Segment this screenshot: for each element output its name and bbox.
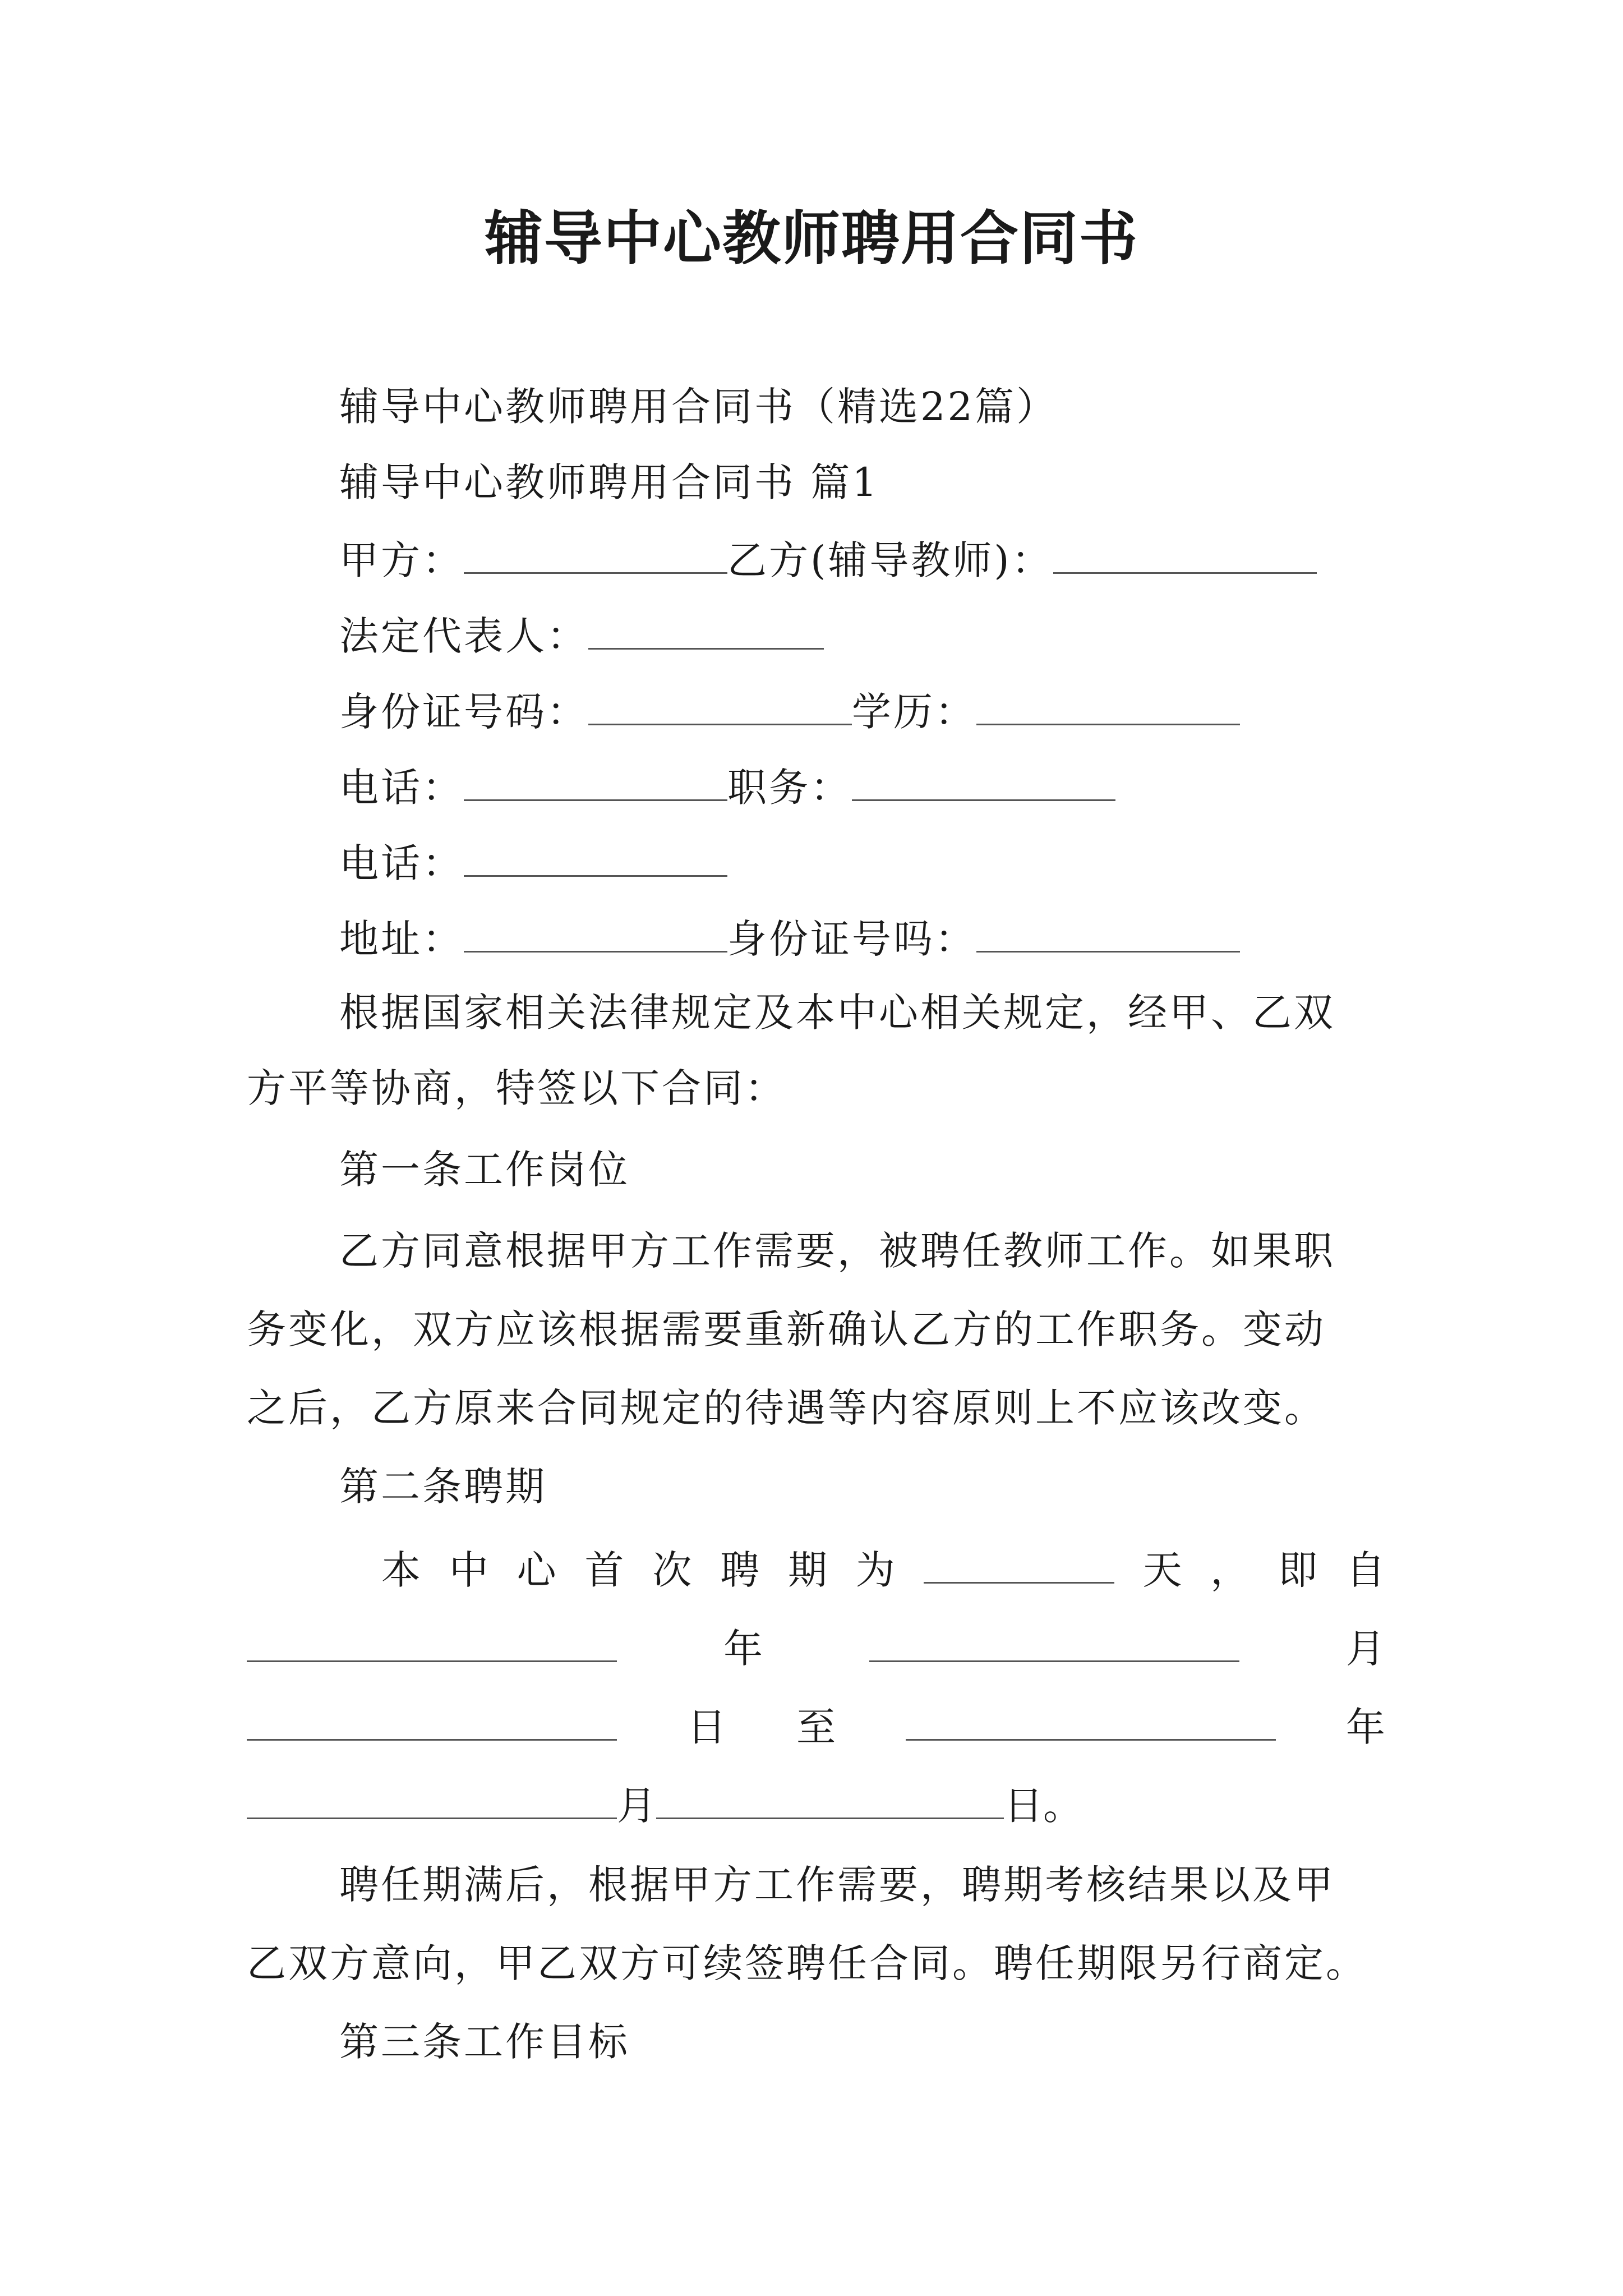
term-day-label: 天 (1142, 1547, 1182, 1593)
address-label: 地址： (339, 916, 464, 962)
article-2-para-line-1: 聘任期满后，根据甲方工作需要，聘期考核结果以及甲 (339, 1862, 1335, 1908)
term-char: 期 (787, 1547, 827, 1593)
article-1-line-2: 务变化，双方应该根据需要重新确认乙方的工作职务。变动 (247, 1306, 1326, 1352)
start-month-blank[interactable] (869, 1621, 1239, 1662)
party-b-label: 乙方(辅导教师)： (727, 537, 1053, 583)
id-number2-label: 身份证号吗： (727, 916, 976, 962)
phone2-line (339, 836, 727, 889)
education-label: 学历： (852, 689, 976, 735)
end-year-blank[interactable] (906, 1700, 1276, 1741)
intro-line-2: 方平等协商，特签以下合同： (247, 1065, 786, 1111)
address-line (339, 912, 1240, 964)
party-a-label: 甲方： (339, 537, 464, 583)
term-days-blank[interactable] (924, 1543, 1114, 1584)
phone1-blank[interactable] (464, 760, 727, 801)
article-2-para-line-2: 乙双方意向，甲乙双方可续签聘任合同。聘任期限另行商定。 (247, 1940, 1367, 1986)
term-char: 首 (584, 1547, 624, 1593)
year-label: 年 (1346, 1704, 1385, 1750)
id-number2-blank[interactable] (976, 912, 1240, 953)
year-label: 年 (723, 1626, 763, 1672)
term-char: 即 (1278, 1547, 1318, 1593)
section-title: 辅导中心教师聘用合同书 篇1 (339, 459, 879, 505)
legal-rep-line (339, 609, 824, 661)
term-char: 自 (1345, 1547, 1385, 1593)
end-day-blank[interactable] (656, 1778, 1004, 1819)
party-line (339, 533, 1317, 586)
party-b-blank[interactable] (1053, 533, 1317, 574)
document-title: 辅导中心教师聘用合同书 (484, 204, 1138, 273)
position-label: 职务： (727, 765, 852, 811)
term-line-2 (247, 1621, 1385, 1674)
to-label: 至 (796, 1704, 836, 1750)
subtitle: 辅导中心教师聘用合同书（精选22篇） (339, 384, 1058, 430)
education-blank[interactable] (976, 684, 1240, 725)
position-blank[interactable] (852, 760, 1115, 801)
address-blank[interactable] (464, 912, 727, 953)
phone-line (339, 760, 1115, 813)
article-2-title: 第二条聘期 (339, 1464, 547, 1510)
term-comma: ， (1210, 1547, 1250, 1593)
day-label: 日。 (1004, 1783, 1082, 1829)
article-1-line-3: 之后，乙方原来合同规定的待遇等内容原则上不应该改变。 (247, 1385, 1326, 1431)
intro-line-1: 根据国家相关法律规定及本中心相关规定，经甲、乙双 (339, 990, 1335, 1036)
term-char: 心 (517, 1547, 556, 1593)
id-line (339, 684, 1240, 737)
term-line-1 (381, 1543, 1385, 1595)
term-char: 次 (652, 1547, 692, 1593)
end-month-blank[interactable] (247, 1778, 617, 1819)
term-char: 本 (381, 1547, 421, 1593)
legal-rep-blank[interactable] (588, 609, 824, 650)
article-1-title: 第一条工作岗位 (339, 1147, 630, 1193)
month-label: 月 (617, 1783, 656, 1829)
term-char: 聘 (720, 1547, 760, 1593)
term-line-4 (247, 1778, 1082, 1831)
term-char: 为 (855, 1547, 895, 1593)
day-label: 日 (687, 1704, 726, 1750)
phone2-label: 电话： (339, 840, 464, 886)
start-year-blank[interactable] (247, 1621, 617, 1662)
term-line-3 (247, 1700, 1385, 1752)
term-char: 中 (449, 1547, 488, 1593)
phone1-label: 电话： (339, 765, 464, 811)
party-a-blank[interactable] (464, 533, 727, 574)
start-day-blank[interactable] (247, 1700, 617, 1741)
month-label: 月 (1346, 1626, 1385, 1672)
id-number-blank[interactable] (588, 684, 852, 725)
id-number-label: 身份证号码： (339, 689, 588, 735)
phone2-blank[interactable] (464, 836, 727, 877)
article-1-line-1: 乙方同意根据甲方工作需要，被聘任教师工作。如果职 (339, 1228, 1335, 1274)
legal-rep-label: 法定代表人： (339, 613, 588, 659)
article-3-title: 第三条工作目标 (339, 2019, 630, 2065)
